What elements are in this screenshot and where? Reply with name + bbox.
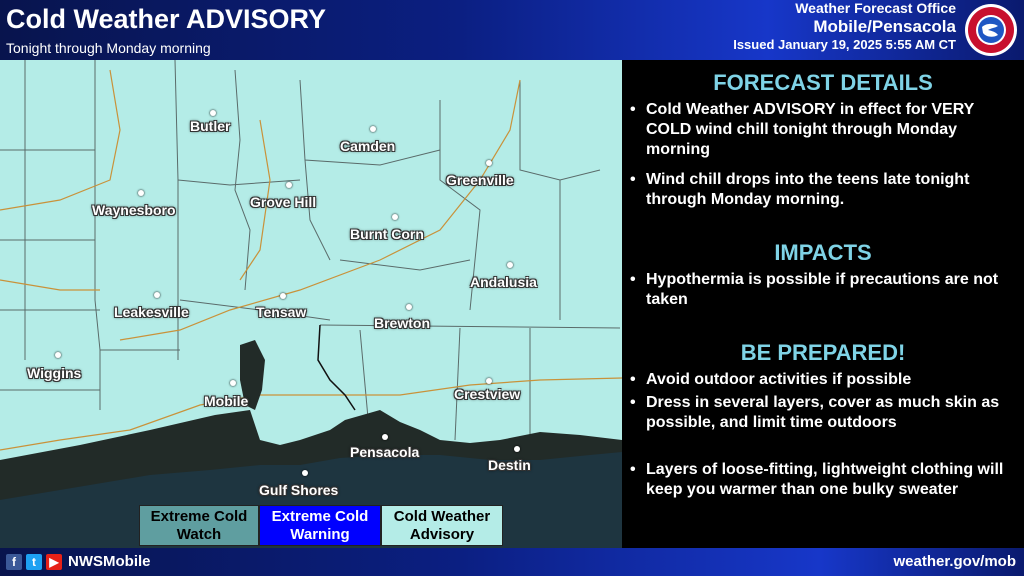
prepared-item: • Dress in several layers, cover as much skin as possible, and limit time outdoors <box>630 393 1015 433</box>
city-dot <box>138 190 144 196</box>
map-graphic <box>0 60 622 548</box>
city-label: Crestview <box>454 386 521 402</box>
office-name: Mobile/Pensacola <box>813 16 956 36</box>
impacts-heading: IMPACTS <box>774 240 872 265</box>
legend-label: Extreme Cold <box>271 508 369 525</box>
forecast-details-heading: FORECAST DETAILS <box>713 70 933 95</box>
info-panel <box>622 60 1024 548</box>
city-label: Wiggins <box>27 365 82 381</box>
prepared-item: • Layers of loose-fitting, lightweight clothing will keep you warmer than one bulky sweater <box>630 460 1015 500</box>
prepared-item: • Avoid outdoor activities if possible <box>630 370 1015 390</box>
city-dot <box>382 434 388 440</box>
city-dot <box>370 126 376 132</box>
legend-label: Warning <box>290 526 350 543</box>
city-dot <box>210 110 216 116</box>
city-dot <box>55 352 61 358</box>
city-dot <box>406 304 412 310</box>
be-prepared-heading: BE PREPARED! <box>740 340 906 365</box>
office-type: Weather Forecast Office <box>795 0 956 16</box>
header-bar <box>0 0 1024 60</box>
city-label: Brewton <box>374 315 430 331</box>
city-label: Destin <box>488 457 531 473</box>
city-dot <box>154 292 160 298</box>
website-link[interactable]: weather.gov/mob <box>893 553 1016 570</box>
footer-bar <box>0 548 1024 576</box>
city-dot <box>286 182 292 188</box>
city-dot <box>486 378 492 384</box>
city-label: Pensacola <box>350 444 420 460</box>
legend-label: Watch <box>176 526 222 543</box>
city-label: Tensaw <box>256 304 307 320</box>
city-dot <box>486 160 492 166</box>
advisory-title: Cold Weather ADVISORY <box>6 4 327 34</box>
city-label: Camden <box>340 138 396 154</box>
legend-cold-weather-advisory <box>381 505 503 546</box>
city-label: Waynesboro <box>92 202 176 218</box>
advisory-map <box>0 60 622 548</box>
city-label: Grove Hill <box>250 194 317 210</box>
impact-item: • Hypothermia is possible if precautions are not taken <box>630 270 1015 310</box>
city-dot <box>280 293 286 299</box>
advisory-timeframe: Tonight through Monday morning <box>6 40 211 56</box>
city-label: Gulf Shores <box>259 482 339 498</box>
legend-label: Extreme Cold <box>150 508 248 525</box>
city-label: Greenville <box>446 172 514 188</box>
city-dot <box>507 262 513 268</box>
nws-logo-icon <box>964 3 1018 57</box>
facebook-icon[interactable]: f <box>6 554 22 570</box>
social-handle[interactable]: NWSMobile <box>68 553 151 570</box>
legend-extreme-cold-warning <box>259 505 381 546</box>
issued-time: Issued January 19, 2025 5:55 AM CT <box>733 37 956 53</box>
youtube-icon[interactable]: ▶ <box>46 554 62 570</box>
city-dot <box>392 214 398 220</box>
city-label: Butler <box>190 118 231 134</box>
legend-label: Advisory <box>409 526 475 543</box>
forecast-item: • Cold Weather ADVISORY in effect for VERY COLD wind chill tonight through Monday morning <box>630 100 1015 160</box>
legend-label: Cold Weather <box>393 508 491 525</box>
legend-extreme-cold-watch <box>139 505 259 546</box>
city-label: Mobile <box>204 393 249 409</box>
city-dot <box>514 446 520 452</box>
office-info <box>733 0 956 53</box>
forecast-item: • Wind chill drops into the teens late tonight through Monday morning. <box>630 170 1015 210</box>
city-dot <box>302 470 308 476</box>
city-dot <box>230 380 236 386</box>
twitter-icon[interactable]: t <box>26 554 42 570</box>
city-label: Burnt Corn <box>350 226 424 242</box>
city-label: Andalusia <box>470 274 537 290</box>
city-label: Leakesville <box>114 304 189 320</box>
